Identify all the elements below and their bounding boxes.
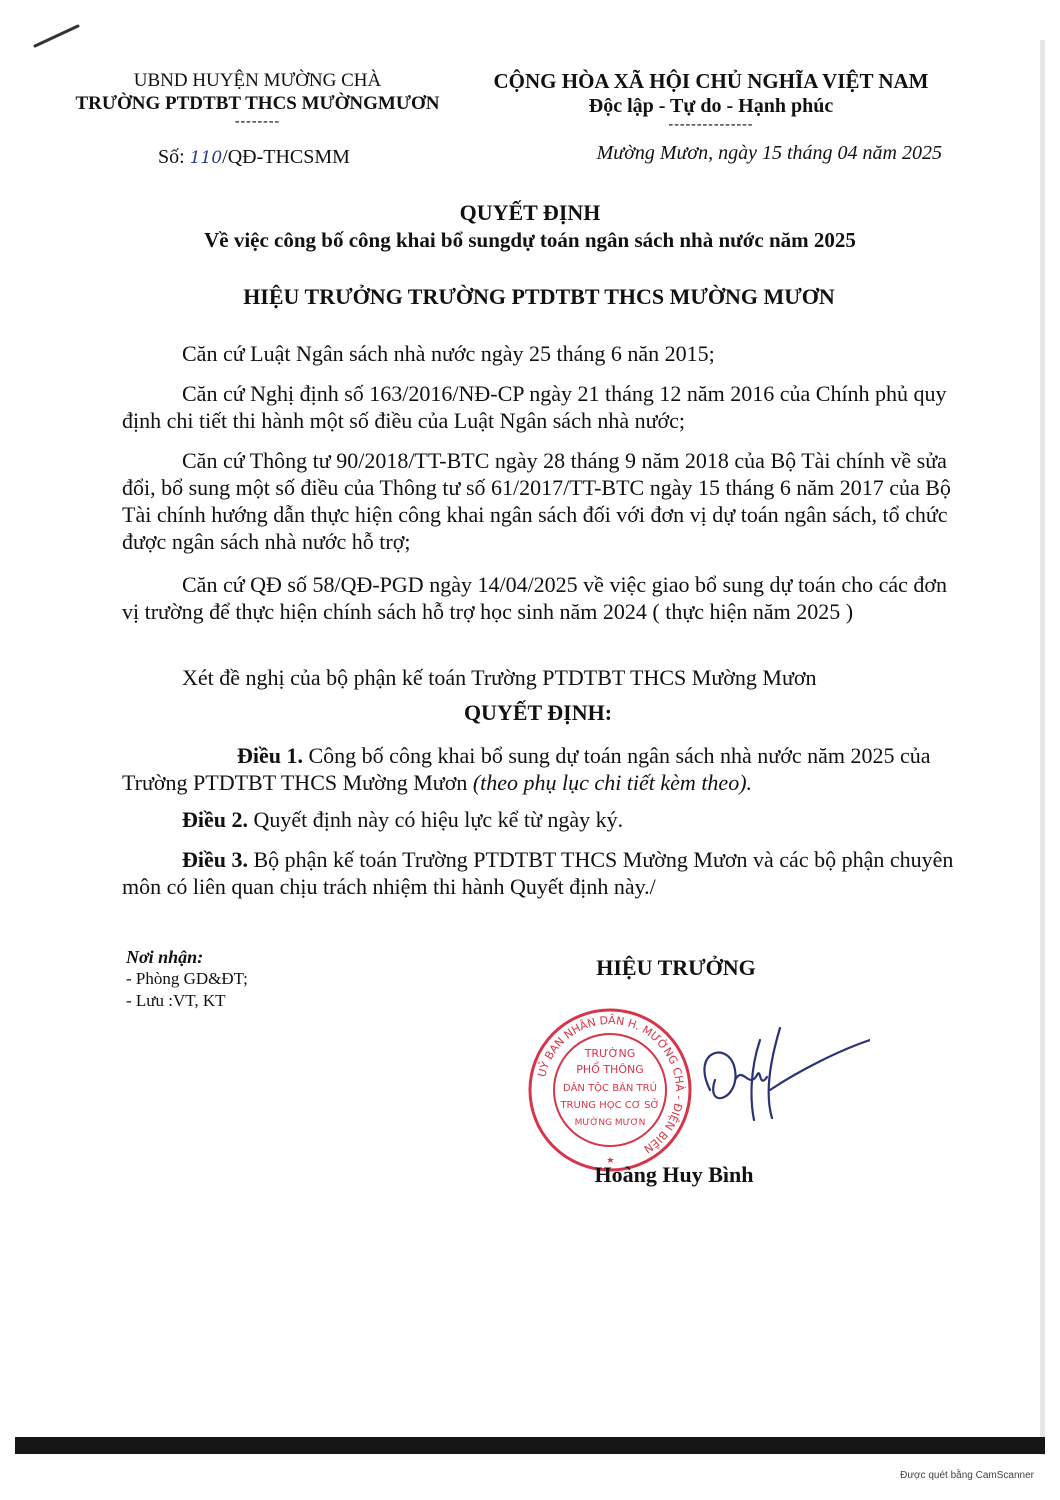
- stamp-line: PHỔ THÔNG: [576, 1063, 644, 1076]
- proposal-paragraph: Xét đề nghị của bộ phận kế toán Trường PTDTBT THCS Mường Mươn: [182, 665, 817, 690]
- basis-paragraph: Căn cứ Nghị định số 163/2016/NĐ-CP ngày 21 tháng 12 năm 2016 của Chính phủ quy định chi tiết thi hành một số điều của Luật Ngân sách nhà nước;: [122, 381, 947, 433]
- recipients: [126, 946, 248, 1012]
- basis-paragraph: Căn cứ Thông tư 90/2018/TT-BTC ngày 28 tháng 9 năm 2018 của Bộ Tài chính về sửa đổi, bổ sung một số điều của Thông tư số 61/2017/TT-BTC ngày 15 tháng 6 năm 2017 của Bộ Tài chính hướng dẫn thực hiện công khai ngân sách đối với đơn vị dự toán ngân sách, tổ chức được ngân sách nhà nước hỗ trợ;: [122, 448, 951, 554]
- number-handwritten: 110: [189, 148, 223, 168]
- header-left-separator: --------: [234, 114, 281, 129]
- number-suffix: /QĐ-THCSMM: [222, 146, 350, 168]
- school-stamp: [525, 1005, 695, 1175]
- article-3: Điều 3. Bộ phận kế toán Trường PTDTBT THCS Mường Mươn và các bộ phận chuyên môn có liên quan chịu trách nhiệm thi hành Quyết định này./: [122, 847, 954, 899]
- basis-paragraph: Căn cứ Luật Ngân sách nhà nước ngày 25 tháng 6 năn 2015;: [182, 341, 715, 366]
- stamp-line: TRUNG HỌC CƠ SỞ: [560, 1100, 660, 1111]
- place-date: Mường Mươn, ngày 15 tháng 04 năm 2025: [596, 142, 942, 164]
- header-left: [60, 70, 455, 129]
- national-motto: Độc lập - Tự do - Hạnh phúc: [588, 95, 834, 117]
- article-2: Điều 2. Quyết định này có hiệu lực kể từ ngày ký.: [182, 807, 624, 832]
- signer-name: Hoàng Huy Bình: [594, 1162, 754, 1187]
- number-prefix: Số:: [158, 146, 185, 168]
- stamp-line: DÂN TỘC BÁN TRÚ: [563, 1083, 657, 1094]
- decision-heading: QUYẾT ĐỊNH:: [463, 700, 613, 725]
- handwritten-signature: [680, 1020, 870, 1130]
- scan-bar: [15, 1437, 1045, 1454]
- document-subtitle: Về việc công bố công khai bổ sungdự toán ngân sách nhà nước năm 2025: [204, 228, 856, 252]
- recipient-item: - Phòng GD&ĐT;: [126, 969, 248, 988]
- scanner-watermark: Được quét bằng CamScanner: [900, 1470, 1034, 1481]
- stamp-line: MƯỜNG MƯƠN: [574, 1118, 646, 1128]
- pen-mark: [32, 22, 82, 52]
- document-title: QUYẾT ĐỊNH: [459, 200, 601, 225]
- signature-title: HIỆU TRƯỞNG: [596, 955, 756, 980]
- authority-name: UBND HUYỆN MƯỜNG CHÀ: [133, 70, 382, 91]
- school-name: TRƯỜNG PTDTBT THCS MƯỜNGMƯƠN: [75, 93, 440, 114]
- basis-paragraph: Căn cứ QĐ số 58/QĐ-PGD ngày 14/04/2025 về việc giao bổ sung dự toán cho các đơn vị trường để thực hiện chính sách hỗ trợ học sinh năm 2024 ( thực hiện năm 2025 ): [122, 572, 948, 624]
- recipient-item: - Lưu :VT, KT: [126, 991, 226, 1010]
- nation-name: CỘNG HÒA XÃ HỘI CHỦ NGHĨA VIỆT NAM: [493, 69, 929, 93]
- header-right-separator: ---------------: [668, 117, 754, 132]
- header-right: [478, 68, 944, 132]
- document-number: [158, 146, 350, 169]
- recipients-label: Nơi nhận:: [126, 947, 204, 967]
- stamp-ring-text: UỶ BAN NHÂN DÂN H. MƯỜNG CHÀ - ĐIỆN BIÊN: [535, 1013, 687, 1156]
- issuer-title: HIỆU TRƯỞNG TRƯỜNG PTDTBT THCS MƯỜNG MƯƠN: [243, 284, 835, 309]
- stamp-line: TRƯỜNG: [584, 1047, 636, 1060]
- article-1: Điều 1. Công bố công khai bổ sung dự toán ngân sách nhà nước năm 2025 của Trường PTDTBT THCS Mường Mươn (theo phụ lục chi tiết kèm theo).: [122, 743, 931, 795]
